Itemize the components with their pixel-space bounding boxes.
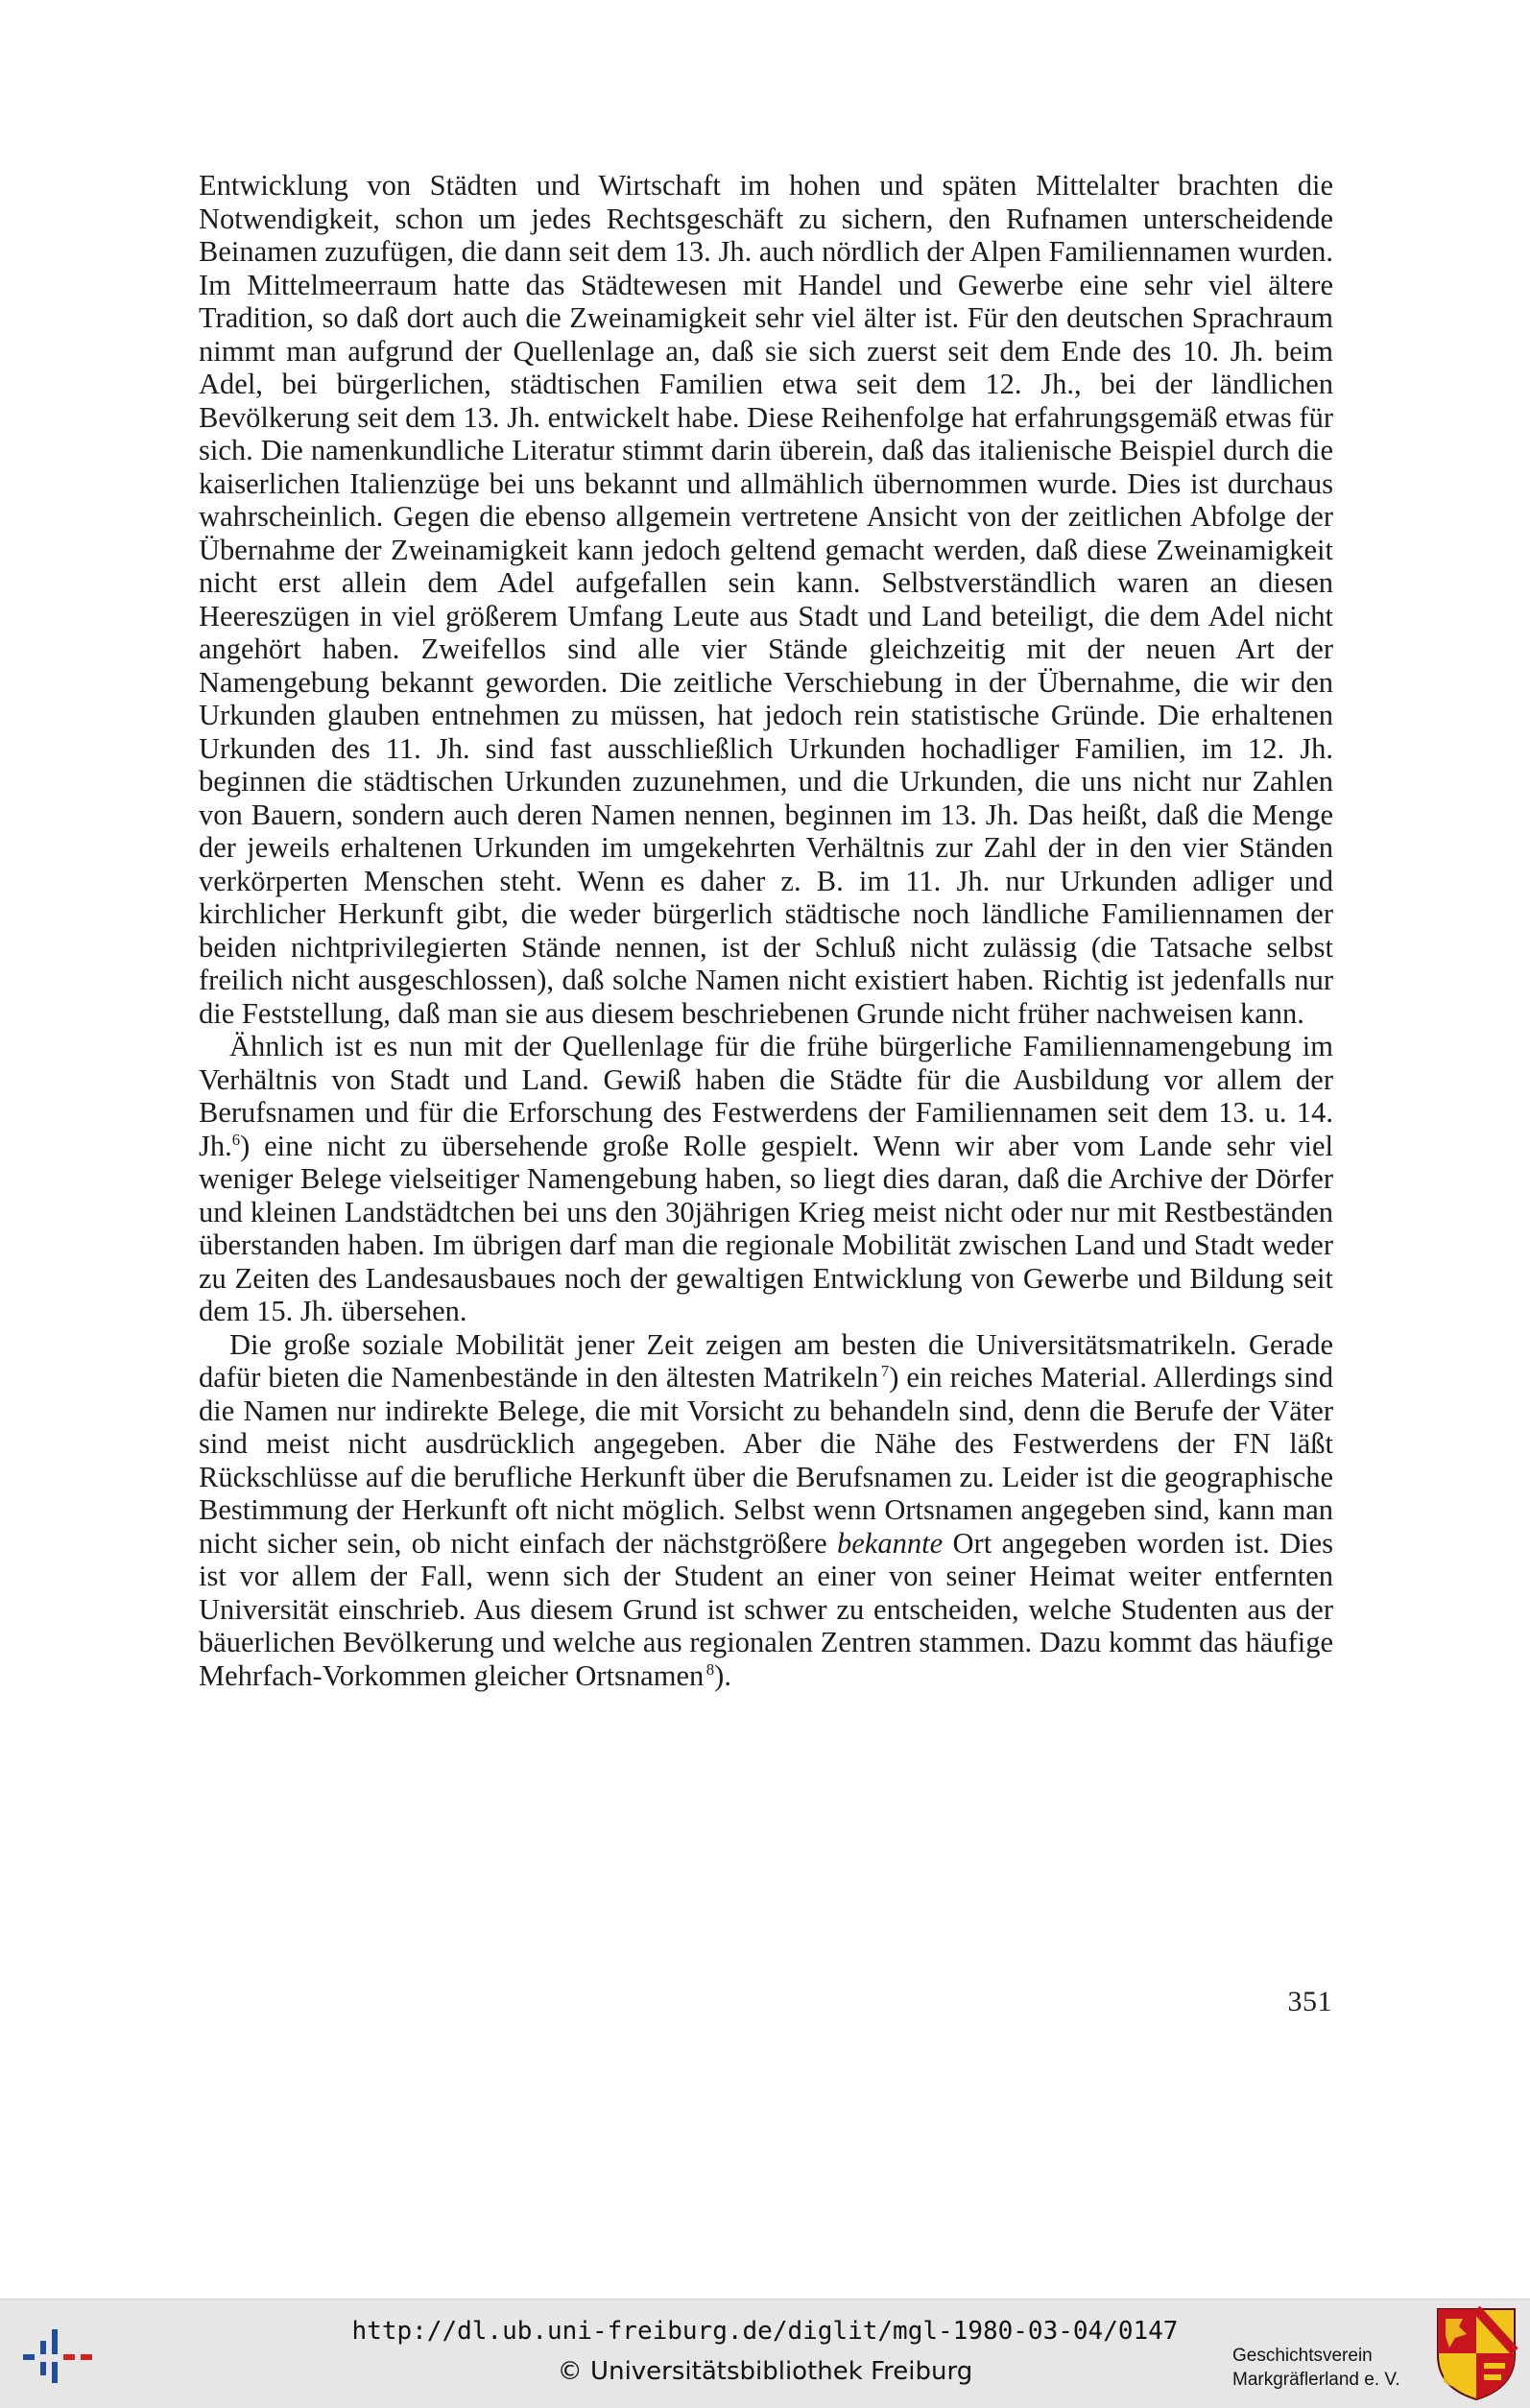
- copyright-text: © Universitätsbibliothek Freiburg: [557, 2357, 973, 2386]
- paragraph-2-text-b: ) eine nicht zu übersehende große Rolle gespielt. Wenn wir aber vom Lande sehr viel weniger Belege vielseitiger Namengebung haben, so liegt dies daran, daß die Archive der Dörfer und kleinen Landstädtchen bei uns den 30jährigen Krieg meist nicht oder nur mit Restbeständen überstanden haben. Im übrigen darf man die regionale Mobilität zwischen Land und Stadt weder zu Zeiten des Landesausbaues noch der gewaltigen Entwicklung von Gewerbe und Bildung seit dem 15. Jh. übersehen.: [199, 1129, 1333, 1327]
- society-name-line-2: Markgräflerland e. V.: [1232, 2370, 1400, 2390]
- page-number: 351: [1287, 1986, 1332, 2017]
- paragraph-3-text-a: Die große soziale Mobilität jener Zeit zeigen am besten die Universitätsmatrikeln. Gerade dafür bieten die Namenbestände in den ältesten Matrikeln: [199, 1327, 1333, 1394]
- paragraph-3: [199, 1328, 1333, 1693]
- paragraph-3-text-b: ) ein reiches Material. Allerdings sind die Namen nur indirekte Belege, die mit Vorsicht zu behandeln sind, denn die Berufe der Väter sind meist nicht ausdrücklich angegeben. Aber die Nähe des Festwerdens der FN läßt Rückschlüsse auf die berufliche Herkunft über die Berufsnamen zu. Leider ist die geographische Bestimmung der Herkunft oft nicht möglich. Selbst wenn Ortsnamen angegeben sind, kann man nicht sicher sein, ob nicht einfach der nächstgrößere: [199, 1361, 1334, 1560]
- paragraph-3-text-d: ).: [714, 1658, 731, 1692]
- emphasis-bekannte: bekannte: [837, 1526, 944, 1560]
- markgraeflerland-crest-icon[interactable]: [1434, 2305, 1518, 2401]
- society-name-line-1: Geschichtsverein: [1232, 2346, 1373, 2366]
- footnote-ref-7: 7: [880, 1362, 890, 1381]
- footnote-ref-6: 6: [231, 1130, 241, 1149]
- document-url-link[interactable]: http://dl.ub.uni-freiburg.de/diglit/mgl-1980-03-04/0147: [351, 2317, 1179, 2346]
- paragraph-2: [199, 1030, 1333, 1328]
- paragraph-3-text-c: Ort angegeben worden ist. Dies ist vor allem der Fall, wenn sich der Student an einer von seiner Heimat weiter entfernten Universität einschrieb. Aus diesem Grund ist schwer zu entscheiden, welche Studenten aus der bäuerlichen Bevölkerung und welche aus regionalen Zentren stammen. Dazu kommt das häufige Mehrfach-Vorkommen gleicher Ortsnamen: [199, 1526, 1333, 1692]
- footer-bar: [0, 2299, 1530, 2408]
- paragraph-2-text-a: Ähnlich ist es nun mit der Quellenlage für die frühe bürgerliche Familiennamengebung im Verhältnis von Stadt und Land. Gewiß haben die Städte für die Ausbildung vor allem der Berufsnamen und für die Erforschung des Festwerdens der Familiennamen seit dem 13. u. 14. Jh.: [199, 1030, 1333, 1162]
- footnote-ref-8: 8: [705, 1659, 715, 1679]
- paragraph-1: [199, 169, 1333, 1030]
- document-body: [199, 169, 1333, 1692]
- society-name: [1232, 2344, 1434, 2392]
- paragraph-1-text: Entwicklung von Städten und Wirtschaft im hohen und späten Mittelalter brachten die Notwendigkeit, schon um jedes Rechtsgeschäft zu sichern, den Rufnamen unterscheidende Beinamen zuzufügen, die dann seit dem 13. Jh. auch nördlich der Alpen Familiennamen wurden. Im Mittelmeerraum hatte das Städtewesen mit Handel und Gewerbe eine sehr viel ältere Tradition, so daß dort auch die Zweinamigkeit sehr viel älter ist. Für den deutschen Sprachraum nimmt man aufgrund der Quellenlage an, daß sie sich zuerst seit dem Ende des 10. Jh. beim Adel, bei bürgerlichen, städtischen Familien etwa seit dem 12. Jh., bei der ländlichen Bevölkerung seit dem 13. Jh. entwickelt habe. Diese Reihenfolge hat erfahrungsgemäß etwas für sich. Die namenkundliche Literatur stimmt darin überein, daß das italienische Beispiel durch die kaiserlichen Italienzüge bei uns bekannt und allmählich übernommen wurde. Dies ist durchaus wahrscheinlich. Gegen die ebenso allgemein vertretene Ansicht von der zeitlichen Abfolge der Übernahme der Zweinamigkeit kann jedoch geltend gemacht werden, daß diese Zweinamigkeit nicht erst allein dem Adel aufgefallen sein kann. Selbstverständlich waren an diesen Heereszügen in viel größerem Umfang Leute aus Stadt und Land beteiligt, die dem Adel nicht angehört haben. Zweifellos sind alle vier Stände gleichzeitig mit der neuen Art der Namengebung bekannt geworden. Die zeitliche Verschiebung in der Übernahme, die wir den Urkunden glauben entnehmen zu müssen, hat jedoch rein statistische Gründe. Die erhaltenen Urkunden des 11. Jh. sind fast ausschließlich Urkunden hochadliger Familien, im 12. Jh. beginnen die städtischen Urkunden zuzunehmen, und die Urkunden, die uns nicht nur Zahlen von Bauern, sondern auch deren Namen nennen, beginnen im 13. Jh. Das heißt, daß die Menge der jeweils erhaltenen Urkunden im umgekehrten Verhältnis zur Zahl der in den vier Ständen verkörperten Menschen steht. Wenn es daher z. B. im 11. Jh. nur Urkunden adliger und kirchlicher Herkunft gibt, die weder bürgerlich städtische noch ländliche Familiennamen der beiden nichtprivilegierten Stände nennen, ist der Schluß nicht zulässig (die Tatsache selbst freilich nicht ausgeschlossen), daß solche Namen nicht existiert haben. Richtig ist jedenfalls nur die Feststellung, daß man sie aus diesem beschriebenen Grunde nicht früher nachweisen kann.: [199, 169, 1333, 1030]
